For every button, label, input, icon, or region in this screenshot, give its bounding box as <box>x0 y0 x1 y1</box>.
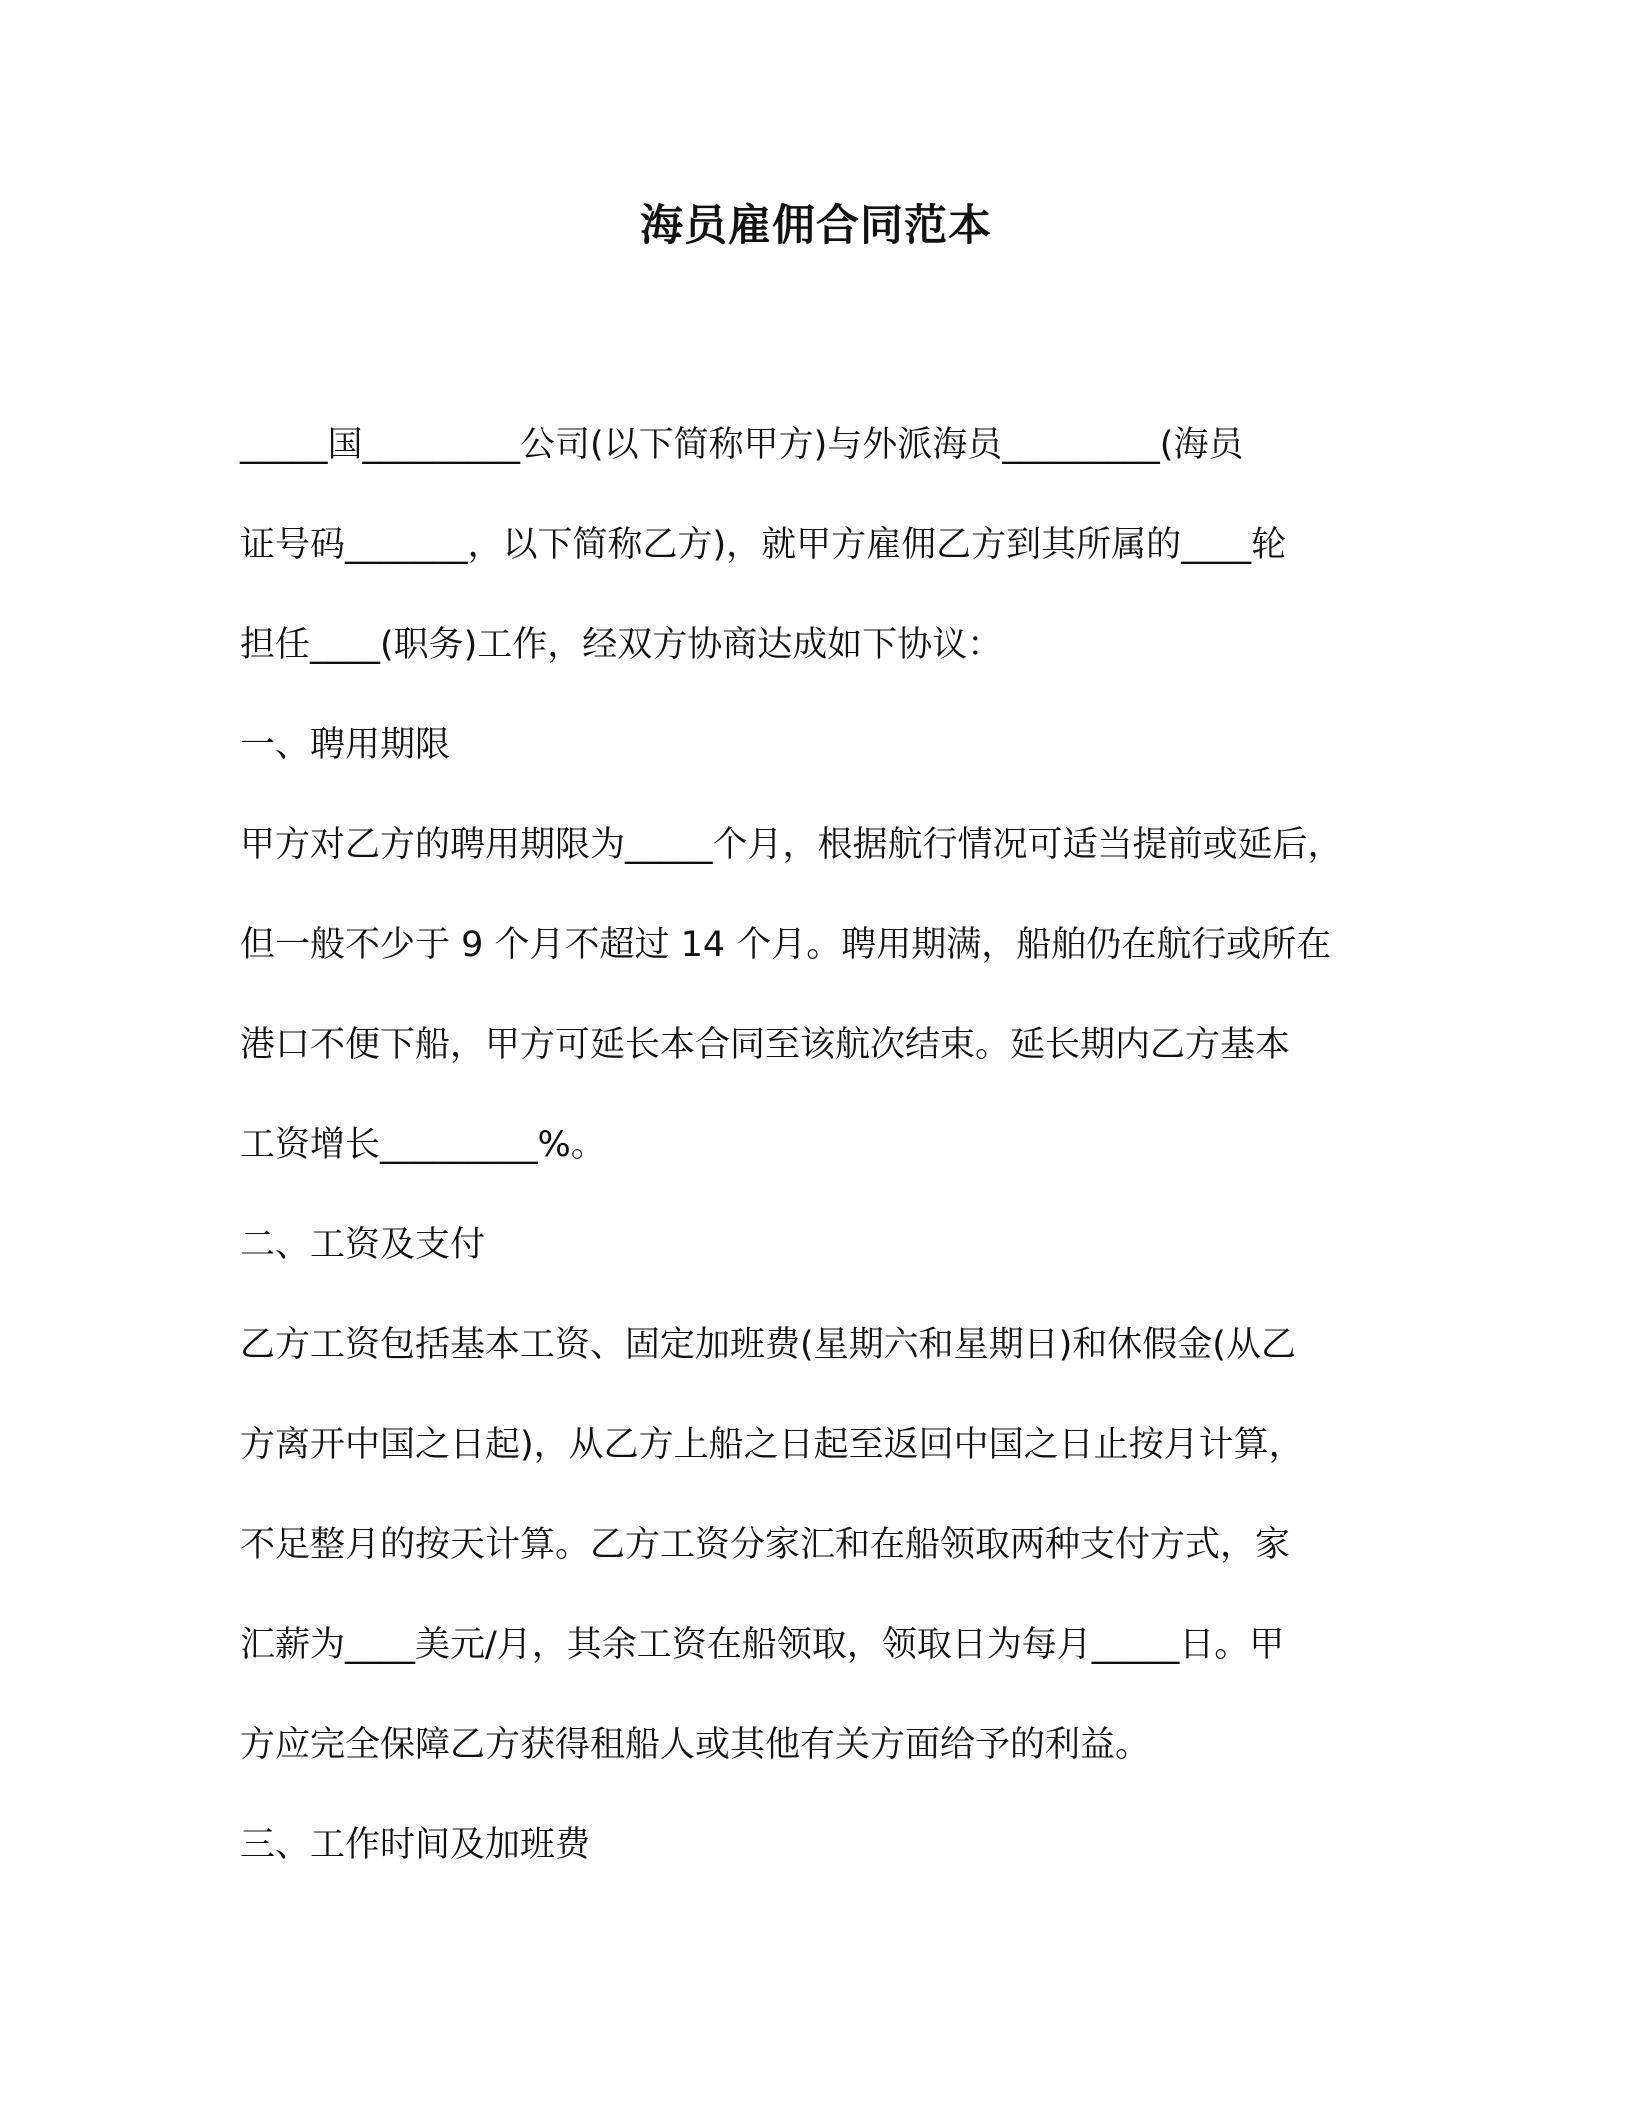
paragraph-line-14: 方应完全保障乙方获得租船人或其他有关方面给予的利益。 <box>240 1725 1151 1765</box>
document-title: 海员雇佣合同范本 <box>640 201 992 251</box>
paragraph-line-11: 方离开中国之日起)，从乙方上船之日起至返回中国之日止按月计算， <box>240 1425 1304 1465</box>
paragraph-line-7: 港口不便下船，甲方可延长本合同至该航次结束。延长期内乙方基本 <box>240 1025 1291 1065</box>
paragraph-line-5: 甲方对乙方的聘用期限为_____个月，根据航行情况可适当提前或延后， <box>240 825 1343 865</box>
paragraph-line-12: 不足整月的按天计算。乙方工资分家汇和在船领取两种支付方式，家 <box>240 1525 1291 1565</box>
section-heading-1: 一、聘用期限 <box>240 725 451 765</box>
paragraph-line-10: 乙方工资包括基本工资、固定加班费(星期六和星期日)和休假金(从乙 <box>240 1325 1296 1365</box>
paragraph-line-13: 汇薪为____美元/月，其余工资在船领取，领取日为每月_____日。甲 <box>240 1625 1285 1665</box>
section-heading-3: 三、工作时间及加班费 <box>240 1825 591 1865</box>
paragraph-line-3: 担任____(职务)工作，经双方协商达成如下协议： <box>240 625 1003 665</box>
paragraph-line-8: 工资增长_________%。 <box>240 1125 606 1165</box>
section-heading-2: 二、工资及支付 <box>240 1225 486 1265</box>
paragraph-line-2: 证号码_______，以下简称乙方)，就甲方雇佣乙方到其所属的____轮 <box>240 525 1287 565</box>
paragraph-line-1: _____国_________公司(以下简称甲方)与外派海员_________(海员 <box>240 425 1244 465</box>
paragraph-line-6: 但一般不少于 9 个月不超过 14 个月。聘用期满，船舶仍在航行或所在 <box>240 925 1332 965</box>
